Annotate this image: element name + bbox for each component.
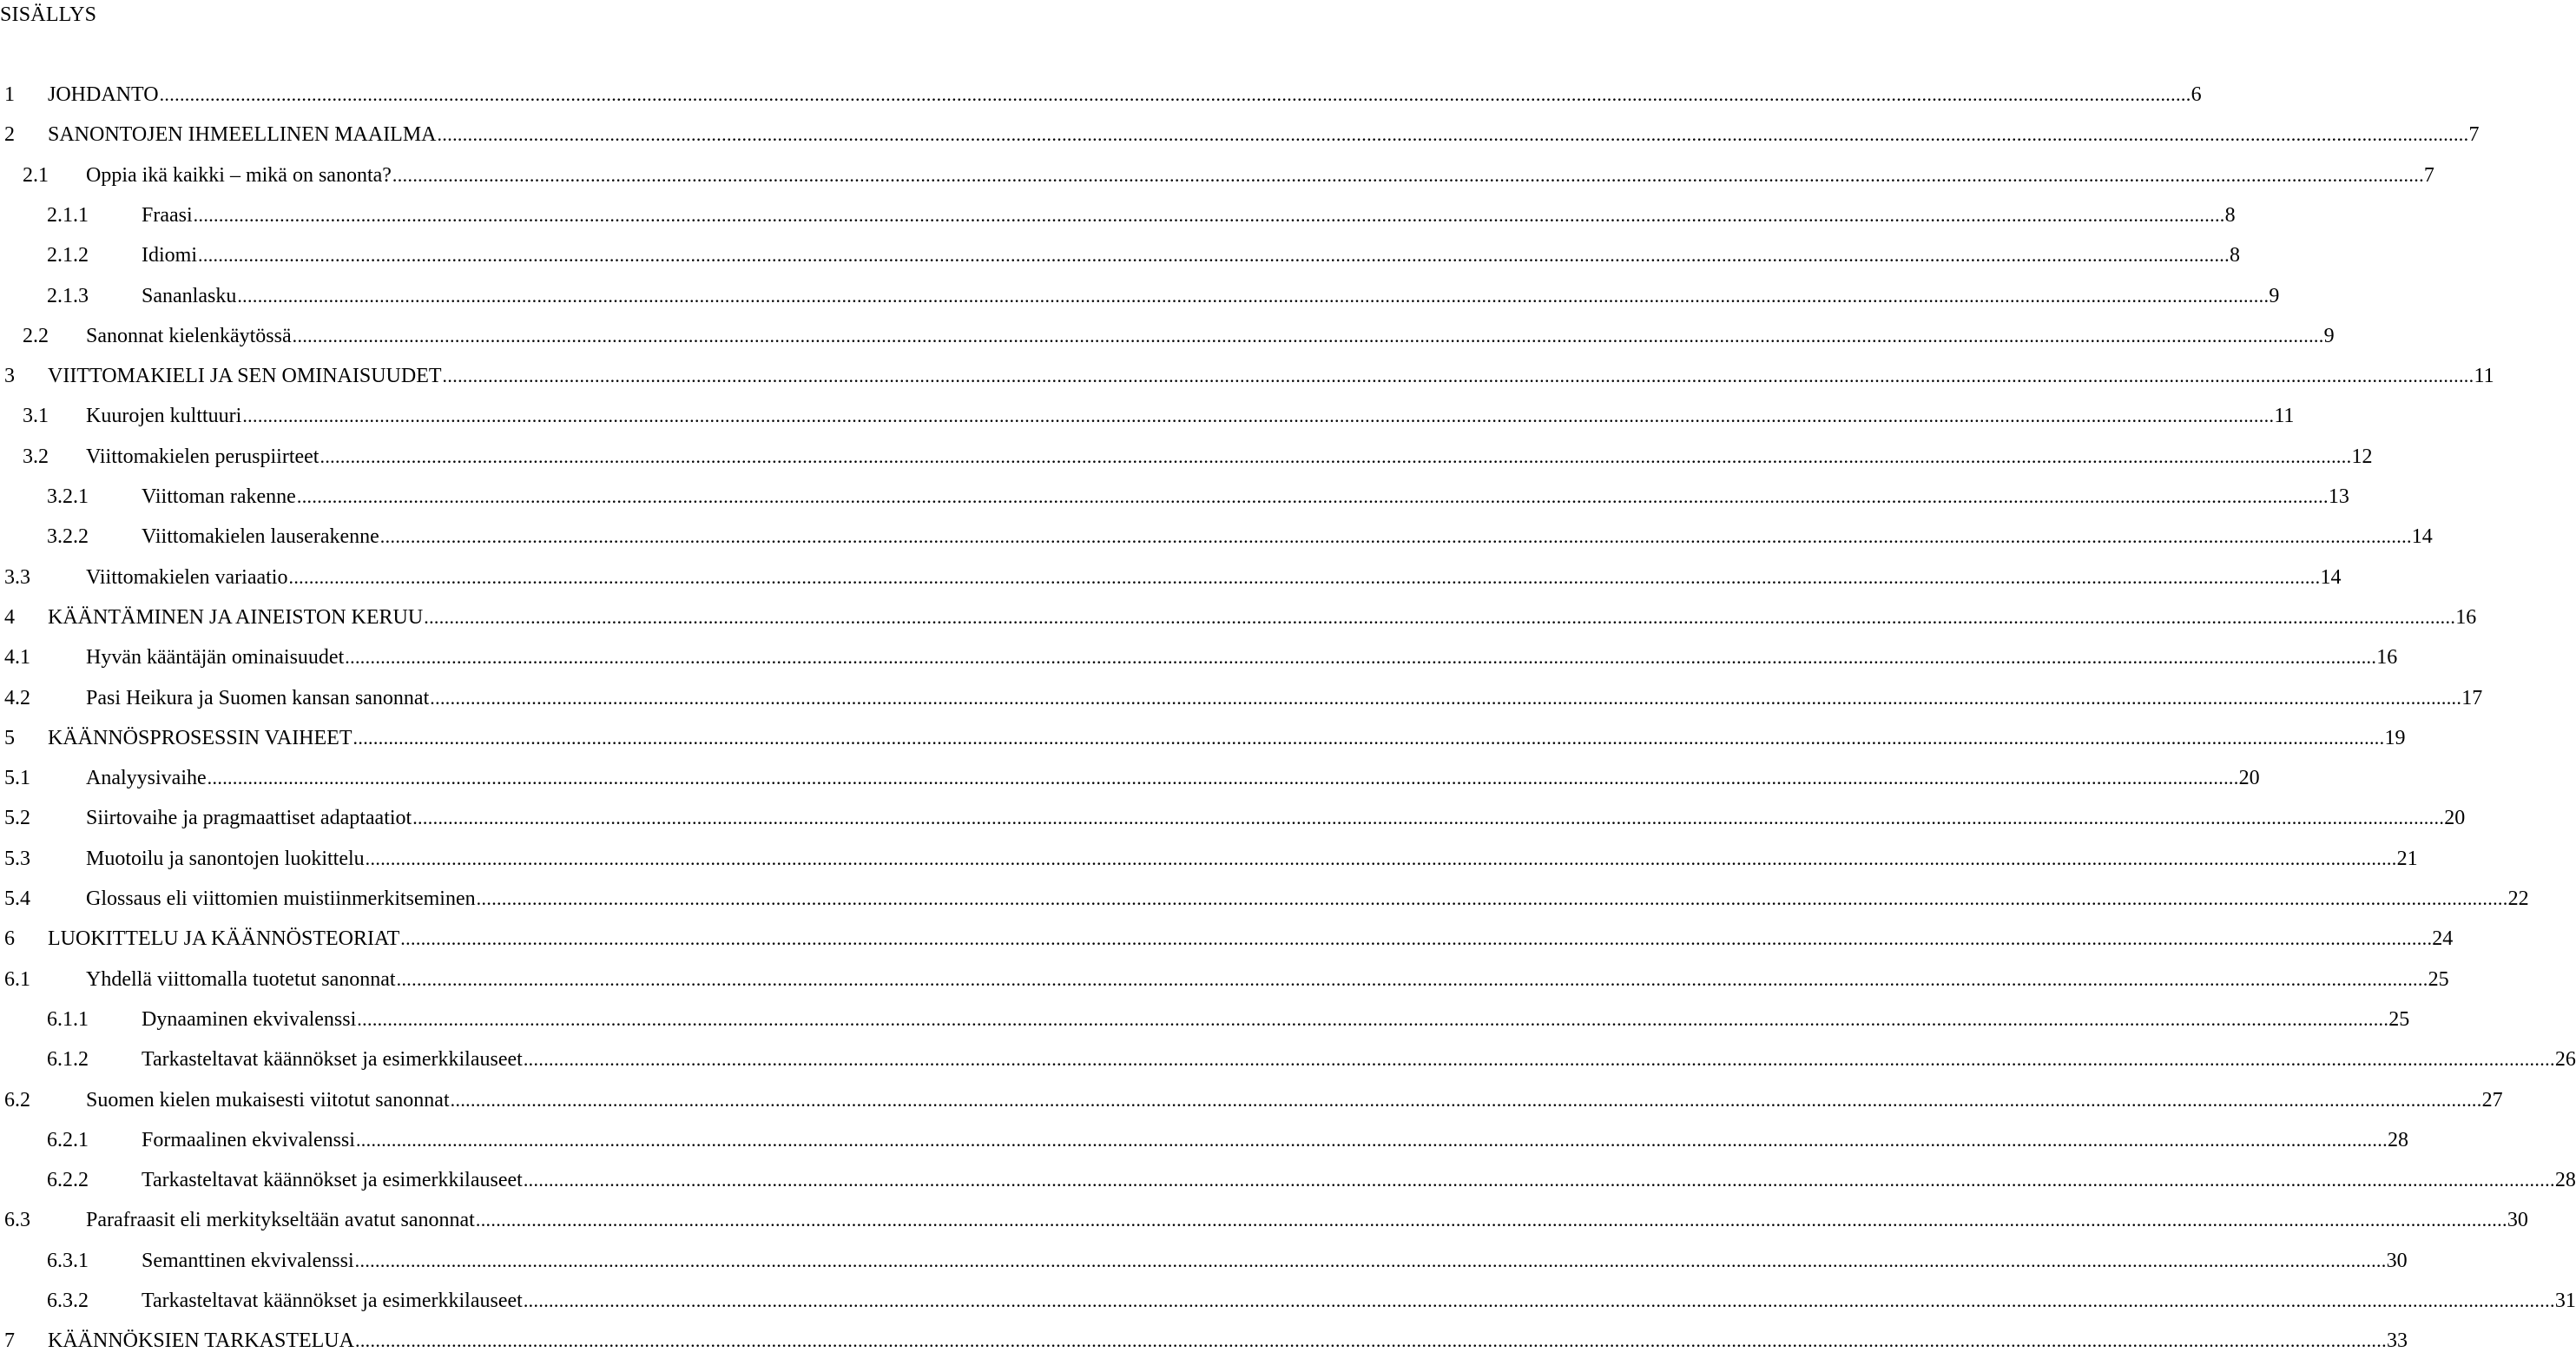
dot-leader: ................................................................................................................................................................................................................................................................................................................................................................................................................ — [442, 365, 2474, 387]
toc-entry-title: Idiomi — [142, 244, 197, 267]
dot-leader: ................................................................................................................................................................................................................................................................................................................................................................................................................ — [320, 445, 2352, 467]
toc-entry-number: 6.2 — [4, 1088, 30, 1112]
toc-entry[interactable] — [0, 643, 2398, 671]
toc-entry-number: 6.1.1 — [47, 1007, 89, 1031]
toc-entry-line — [86, 1206, 2528, 1234]
toc-entry-number: 3.2.2 — [47, 525, 89, 549]
toc-entry-number: 6.3.1 — [47, 1249, 89, 1272]
toc-entry-number: 6.1.2 — [47, 1048, 89, 1072]
toc-entry-page: 25 — [2428, 967, 2449, 991]
toc-entry-title: Sanonnat kielenkäytössä — [86, 324, 292, 347]
dot-leader: ................................................................................................................................................................................................................................................................................................................................................................................................................ — [450, 1088, 2482, 1111]
dot-leader: ................................................................................................................................................................................................................................................................................................................................................................................................................ — [392, 163, 2424, 186]
dot-leader: ................................................................................................................................................................................................................................................................................................................................................................................................................ — [354, 1249, 2387, 1271]
toc-entry-page: 9 — [2323, 324, 2335, 347]
toc-entry-page: 14 — [2320, 565, 2342, 589]
toc-entry-number: 5.3 — [4, 847, 30, 870]
toc-entry-line — [48, 121, 2480, 148]
toc-entry[interactable] — [0, 604, 2477, 631]
toc-entry-page: 17 — [2461, 686, 2483, 709]
toc-entry-title: Viittomakielen peruspiirteet — [86, 445, 320, 468]
toc-entry-title: Muotoilu ja sanontojen luokittelu — [86, 847, 365, 870]
toc-entry-line — [142, 201, 2236, 229]
toc-entry-line — [86, 643, 2398, 671]
toc-entry-line — [142, 1126, 2408, 1154]
toc-entry-title: Viittomakielen lauserakenne — [142, 525, 379, 549]
toc-entry[interactable] — [0, 684, 2483, 712]
toc-entry-line — [86, 804, 2466, 832]
dot-leader: ................................................................................................................................................................................................................................................................................................................................................................................................................ — [198, 244, 2230, 267]
toc-entry-page: 30 — [2386, 1249, 2408, 1272]
toc-entry-number: 2 — [4, 123, 15, 147]
dot-leader: ................................................................................................................................................................................................................................................................................................................................................................................................................ — [292, 324, 2324, 346]
toc-entry[interactable] — [0, 282, 2280, 310]
toc-entry-page: 33 — [2386, 1329, 2408, 1353]
toc-entry-title: KÄÄNNÖSPROSESSIN VAIHEET — [48, 726, 352, 749]
toc-entry-title: Kuurojen kulttuuri — [86, 405, 242, 428]
toc-entry-title: Pasi Heikura ja Suomen kansan sanonnat — [86, 686, 430, 709]
toc-entry[interactable] — [0, 523, 2433, 551]
dot-leader: ................................................................................................................................................................................................................................................................................................................................................................................................................ — [345, 646, 2377, 669]
toc-entry[interactable] — [0, 1126, 2408, 1154]
toc-entry[interactable] — [0, 201, 2236, 229]
toc-entry-title: Tarkasteltavat käännökset ja esimerkkilauseet — [142, 1048, 523, 1072]
toc-entry-title: Semanttinen ekvivalenssi — [142, 1249, 354, 1272]
toc-entry-number: 5.2 — [4, 807, 30, 830]
toc-entry-page: 9 — [2269, 284, 2280, 307]
toc-entry-title: Dynaaminen ekvivalenssi — [142, 1007, 357, 1031]
toc-entry-page: 8 — [2224, 203, 2236, 227]
toc-entry[interactable] — [0, 1327, 2408, 1355]
toc-entry-page: 30 — [2507, 1209, 2528, 1232]
toc-entry-page: 11 — [2474, 365, 2494, 388]
toc-entry-title: Fraasi — [142, 203, 193, 227]
toc-entry-line — [142, 282, 2280, 310]
dot-leader: ................................................................................................................................................................................................................................................................................................................................................................................................................ — [523, 1169, 2555, 1191]
toc-entry-line — [86, 322, 2335, 350]
dot-leader: ................................................................................................................................................................................................................................................................................................................................................................................................................ — [296, 485, 2329, 507]
dot-leader: ................................................................................................................................................................................................................................................................................................................................................................................................................ — [237, 284, 2270, 307]
toc-entry-title: Tarkasteltavat käännökset ja esimerkkilauseet — [142, 1169, 523, 1192]
toc-entry-number: 2.1 — [23, 163, 49, 187]
toc-entry-line — [86, 162, 2434, 189]
toc-entry-page: 7 — [2468, 123, 2480, 147]
toc-entry-page: 14 — [2411, 525, 2433, 549]
toc-entry-title: Yhdellä viittomalla tuotetut sanonnat — [86, 967, 396, 991]
dot-leader: ................................................................................................................................................................................................................................................................................................................................................................................................................ — [400, 927, 2433, 950]
dot-leader: ................................................................................................................................................................................................................................................................................................................................................................................................................ — [396, 967, 2428, 990]
toc-entry-title: Sananlasku — [142, 284, 237, 307]
toc-entry[interactable] — [0, 1247, 2408, 1275]
toc-entry-title: Analyysivaihe — [86, 767, 207, 790]
dot-leader: ................................................................................................................................................................................................................................................................................................................................................................................................................ — [357, 1007, 2389, 1030]
toc-entry-page: 7 — [2423, 163, 2434, 187]
toc-entry[interactable] — [0, 724, 2406, 752]
toc-entry[interactable] — [0, 162, 2434, 189]
toc-entry-title: Siirtovaihe ja pragmaattiset adaptaatiot — [86, 807, 412, 830]
toc-entry-title: Suomen kielen mukaisesti viitotut sanonnat — [86, 1088, 450, 1112]
toc-entry-page: 28 — [2554, 1169, 2576, 1192]
toc-entry-page: 20 — [2444, 807, 2466, 830]
dot-leader: ................................................................................................................................................................................................................................................................................................................................................................................................................ — [365, 847, 2397, 869]
toc-entry-number: 5.1 — [4, 767, 30, 790]
toc-entry[interactable] — [0, 443, 2373, 471]
toc-entry[interactable] — [0, 322, 2335, 350]
toc-entry[interactable] — [0, 121, 2480, 148]
toc-entry-number: 4 — [4, 605, 15, 629]
toc-entry-line — [142, 241, 2240, 269]
dot-leader: ................................................................................................................................................................................................................................................................................................................................................................................................................ — [437, 123, 2469, 146]
toc-entry-line — [142, 1046, 2576, 1073]
toc-entry-line — [142, 1247, 2408, 1275]
toc-entry-line — [142, 483, 2349, 511]
page-title: SISÄLLYS — [0, 3, 97, 26]
toc-entry[interactable] — [0, 966, 2449, 993]
toc-entry[interactable] — [0, 1006, 2410, 1033]
toc-entry-title: Glossaus eli viittomien muistiinmerkitseminen — [86, 887, 476, 910]
toc-entry-title: SANONTOJEN IHMEELLINEN MAAILMA — [48, 123, 437, 147]
toc-entry[interactable] — [0, 362, 2494, 390]
dot-leader: ................................................................................................................................................................................................................................................................................................................................................................................................................ — [193, 203, 2225, 226]
toc-entry-line — [86, 1086, 2503, 1114]
toc-entry[interactable] — [0, 1287, 2576, 1315]
toc-entry-number: 6.2.1 — [47, 1128, 89, 1151]
toc-entry-title: Viittoman rakenne — [142, 485, 296, 508]
toc-entry-line — [86, 402, 2295, 430]
toc-entry-page: 19 — [2384, 726, 2406, 749]
toc-entry-page: 21 — [2396, 847, 2418, 870]
toc-entry-title: Formaalinen ekvivalenssi — [142, 1128, 355, 1151]
toc-entry-number: 1 — [4, 83, 15, 106]
toc-entry-line — [86, 764, 2260, 792]
toc-entry-number: 6.2.2 — [47, 1169, 89, 1192]
dot-leader: ................................................................................................................................................................................................................................................................................................................................................................................................................ — [476, 887, 2508, 909]
toc-entry-page: 13 — [2328, 485, 2349, 508]
dot-leader: ................................................................................................................................................................................................................................................................................................................................................................................................................ — [475, 1209, 2507, 1231]
toc-entry-page: 28 — [2387, 1128, 2408, 1151]
toc-entry-line — [142, 1287, 2576, 1315]
toc-entry-page: 11 — [2274, 405, 2295, 428]
toc-entry[interactable] — [0, 402, 2295, 430]
toc-entry-number: 2.2 — [23, 324, 49, 347]
toc-entry-number: 4.2 — [4, 686, 30, 709]
toc-entry-line — [48, 81, 2202, 109]
toc-entry-number: 5.4 — [4, 887, 30, 910]
toc-entry[interactable] — [0, 845, 2418, 873]
dot-leader: ................................................................................................................................................................................................................................................................................................................................................................................................................ — [379, 525, 2412, 548]
toc-entry-line — [48, 362, 2494, 390]
toc-entry-page: 25 — [2388, 1007, 2410, 1031]
toc-entry-title: Parafraasit eli merkitykseltään avatut sanonnat — [86, 1209, 475, 1232]
toc-entry-number: 2.1.2 — [47, 244, 89, 267]
dot-leader: ................................................................................................................................................................................................................................................................................................................................................................................................................ — [430, 686, 2462, 709]
toc-entry[interactable] — [0, 1206, 2528, 1234]
dot-leader: ................................................................................................................................................................................................................................................................................................................................................................................................................ — [412, 807, 2445, 829]
toc-entry-line — [86, 564, 2342, 591]
dot-leader: ................................................................................................................................................................................................................................................................................................................................................................................................................ — [523, 1048, 2555, 1071]
toc-entry-number: 6 — [4, 927, 15, 951]
toc-entry-title: Oppia ikä kaikki – mikä on sanonta? — [86, 163, 392, 187]
toc-entry[interactable] — [0, 764, 2260, 792]
toc-entry[interactable] — [0, 483, 2349, 511]
toc-entry-line — [86, 845, 2418, 873]
toc-entry-title: Hyvän kääntäjän ominaisuudet — [86, 646, 345, 670]
toc-entry-number: 4.1 — [4, 646, 30, 670]
toc-entry-page: 24 — [2432, 927, 2454, 951]
toc-entry-line — [86, 684, 2483, 712]
toc-entry[interactable] — [0, 804, 2466, 832]
toc-entry-page: 16 — [2455, 605, 2477, 629]
dot-leader: ................................................................................................................................................................................................................................................................................................................................................................................................................ — [523, 1290, 2555, 1311]
dot-leader: ................................................................................................................................................................................................................................................................................................................................................................................................................ — [207, 767, 2239, 789]
dot-leader: ................................................................................................................................................................................................................................................................................................................................................................................................................ — [355, 1128, 2388, 1151]
toc-entry-title: KÄÄNTÄMINEN JA AINEISTON KERUU — [48, 605, 424, 629]
toc-entry[interactable] — [0, 564, 2342, 591]
toc-entry-number: 3 — [4, 365, 15, 388]
toc-entry[interactable] — [0, 81, 2202, 109]
toc-entry-line — [142, 1166, 2576, 1194]
toc-entry-title: JOHDANTO — [48, 83, 159, 106]
toc-entry-page: 20 — [2238, 767, 2260, 790]
toc-entry-number: 3.2 — [23, 445, 49, 468]
toc-entry-title: KÄÄNNÖKSIEN TARKASTELUA — [48, 1329, 354, 1353]
toc-entry-line — [86, 885, 2529, 913]
toc-entry-line — [48, 724, 2406, 752]
toc-entry-title: Viittomakielen variaatio — [86, 565, 288, 589]
toc-entry-line — [48, 1327, 2408, 1355]
toc-entry-page: 27 — [2481, 1088, 2503, 1112]
toc-entry-number: 3.2.1 — [47, 485, 89, 508]
toc-entry-number: 5 — [4, 726, 15, 749]
toc-entry-title: VIITTOMAKIELI JA SEN OMINAISUUDET — [48, 365, 442, 388]
toc-entry-title: LUOKITTELU JA KÄÄNNÖSTEORIAT — [48, 927, 400, 951]
dot-leader: ................................................................................................................................................................................................................................................................................................................................................................................................................ — [159, 83, 2191, 105]
toc-entry-line — [142, 1006, 2410, 1033]
dot-leader: ................................................................................................................................................................................................................................................................................................................................................................................................................ — [424, 605, 2456, 628]
toc-entry-number: 7 — [4, 1329, 15, 1353]
dot-leader: ................................................................................................................................................................................................................................................................................................................................................................................................................ — [242, 405, 2275, 427]
toc-entry-page: 22 — [2507, 887, 2529, 910]
toc-entry[interactable] — [0, 1046, 2576, 1073]
toc-entry-page: 26 — [2554, 1048, 2576, 1072]
toc-entry-number: 6.3 — [4, 1209, 30, 1232]
toc-entry-line — [48, 604, 2477, 631]
toc-entry-page: 8 — [2230, 244, 2240, 267]
dot-leader: ................................................................................................................................................................................................................................................................................................................................................................................................................ — [288, 565, 2321, 588]
toc-entry-line — [86, 966, 2449, 993]
toc-entry-page: 12 — [2351, 445, 2373, 468]
dot-leader: ................................................................................................................................................................................................................................................................................................................................................................................................................ — [352, 726, 2385, 749]
toc-entry-number: 3.3 — [4, 565, 30, 589]
toc-entry-number: 3.1 — [23, 405, 49, 428]
toc-entry-line — [86, 443, 2373, 471]
toc-entry[interactable] — [0, 1166, 2576, 1194]
toc-entry-line — [48, 925, 2454, 953]
toc-entry-page: 31 — [2554, 1290, 2576, 1312]
toc-entry-number: 6.1 — [4, 967, 30, 991]
toc-entry[interactable] — [0, 925, 2454, 953]
toc-entry-number: 2.1.1 — [47, 203, 89, 227]
toc-entry-number: 2.1.3 — [47, 284, 89, 307]
toc-entry-title: Tarkasteltavat käännökset ja esimerkkilauseet — [142, 1290, 523, 1312]
toc-entry-line — [142, 523, 2433, 551]
toc-entry-number: 6.3.2 — [47, 1290, 89, 1312]
toc-entry[interactable] — [0, 241, 2240, 269]
dot-leader: ................................................................................................................................................................................................................................................................................................................................................................................................................ — [354, 1329, 2387, 1352]
toc-entry-page: 6 — [2191, 83, 2202, 106]
toc-entry[interactable] — [0, 885, 2529, 913]
toc-entry[interactable] — [0, 1086, 2503, 1114]
toc-entry-page: 16 — [2376, 646, 2398, 670]
